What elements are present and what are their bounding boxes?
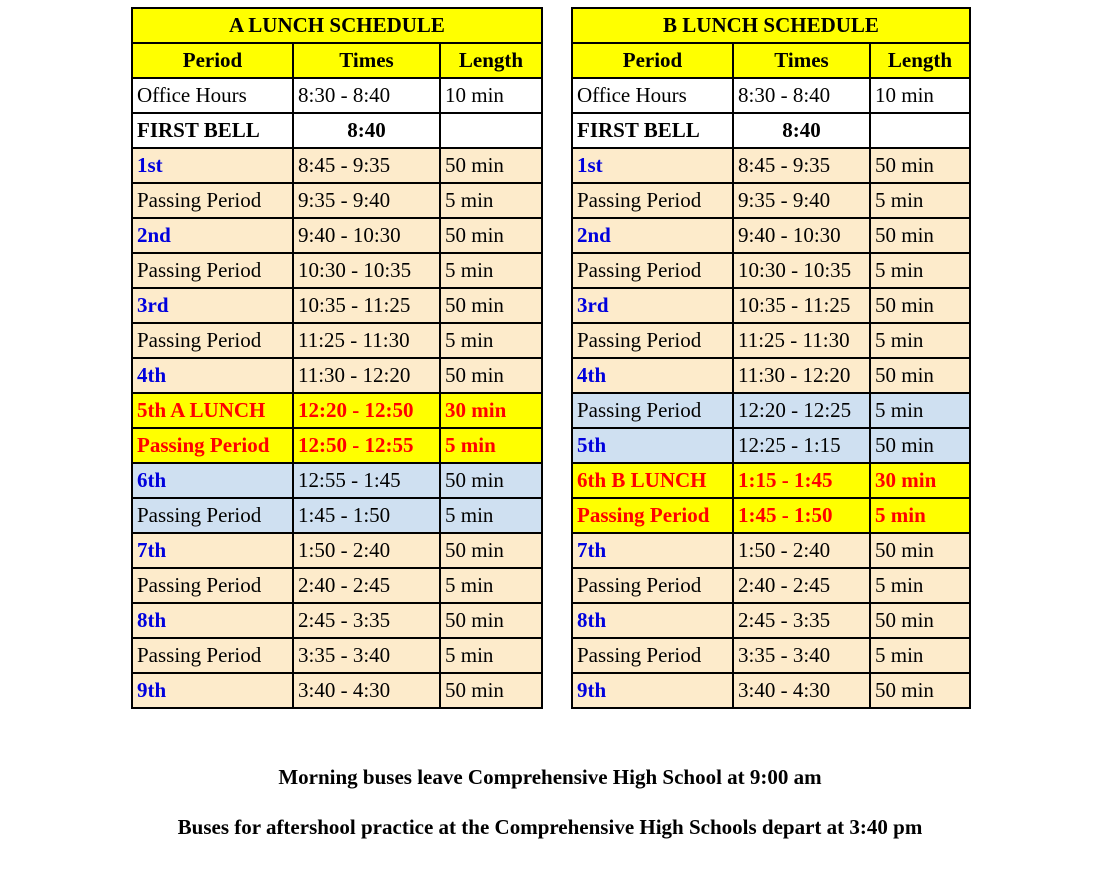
table-row xyxy=(132,358,542,393)
length-cell: 5 min xyxy=(440,183,542,218)
period-cell: 1st xyxy=(572,148,733,183)
period-cell: Passing Period xyxy=(132,253,293,288)
times-cell: 1:45 - 1:50 xyxy=(293,498,440,533)
period-cell: 4th xyxy=(572,358,733,393)
times-cell: 11:30 - 12:20 xyxy=(733,358,870,393)
length-cell: 5 min xyxy=(870,393,970,428)
length-cell: 50 min xyxy=(870,148,970,183)
period-cell: FIRST BELL xyxy=(572,113,733,148)
length-cell: 30 min xyxy=(440,393,542,428)
times-cell: 9:35 - 9:40 xyxy=(733,183,870,218)
length-cell: 50 min xyxy=(870,533,970,568)
times-cell: 2:40 - 2:45 xyxy=(293,568,440,603)
column-header-length: Length xyxy=(870,43,970,78)
times-cell: 11:30 - 12:20 xyxy=(293,358,440,393)
table-row xyxy=(572,113,970,148)
table-row xyxy=(132,638,542,673)
period-cell: 5th A LUNCH xyxy=(132,393,293,428)
period-cell: 1st xyxy=(132,148,293,183)
length-cell: 50 min xyxy=(440,148,542,183)
lunch-row xyxy=(572,463,970,498)
period-cell: 9th xyxy=(572,673,733,708)
times-cell: 8:45 - 9:35 xyxy=(733,148,870,183)
times-cell: 9:40 - 10:30 xyxy=(293,218,440,253)
length-cell: 50 min xyxy=(440,218,542,253)
length-cell: 5 min xyxy=(440,428,542,463)
period-cell: Passing Period xyxy=(132,498,293,533)
length-cell: 5 min xyxy=(440,253,542,288)
period-cell: Passing Period xyxy=(132,183,293,218)
times-cell: 2:45 - 3:35 xyxy=(733,603,870,638)
length-cell: 50 min xyxy=(440,533,542,568)
period-cell: Passing Period xyxy=(572,323,733,358)
table-row xyxy=(572,568,970,603)
period-cell: 6th xyxy=(132,463,293,498)
length-cell xyxy=(870,113,970,148)
length-cell: 50 min xyxy=(440,603,542,638)
times-cell: 1:15 - 1:45 xyxy=(733,463,870,498)
times-cell: 11:25 - 11:30 xyxy=(733,323,870,358)
period-cell: 3rd xyxy=(132,288,293,323)
table-row xyxy=(132,533,542,568)
lunch-row xyxy=(132,428,542,463)
a-lunch-schedule-table xyxy=(131,7,543,709)
times-cell: 12:25 - 1:15 xyxy=(733,428,870,463)
period-cell: Passing Period xyxy=(132,568,293,603)
times-cell: 12:55 - 1:45 xyxy=(293,463,440,498)
table-row xyxy=(132,463,542,498)
times-cell: 10:35 - 11:25 xyxy=(293,288,440,323)
times-cell: 3:40 - 4:30 xyxy=(733,673,870,708)
length-cell: 30 min xyxy=(870,463,970,498)
table-row xyxy=(572,428,970,463)
table-row xyxy=(572,78,970,113)
times-cell: 10:35 - 11:25 xyxy=(733,288,870,323)
header-row xyxy=(132,43,542,78)
table-row xyxy=(572,323,970,358)
length-cell: 5 min xyxy=(440,638,542,673)
period-cell: FIRST BELL xyxy=(132,113,293,148)
times-cell: 3:35 - 3:40 xyxy=(733,638,870,673)
table-row xyxy=(132,568,542,603)
times-cell: 12:20 - 12:50 xyxy=(293,393,440,428)
table-row xyxy=(132,323,542,358)
times-cell: 1:45 - 1:50 xyxy=(733,498,870,533)
column-header-times: Times xyxy=(733,43,870,78)
period-cell: Office Hours xyxy=(572,78,733,113)
length-cell: 5 min xyxy=(870,183,970,218)
times-cell: 12:20 - 12:25 xyxy=(733,393,870,428)
period-cell: Passing Period xyxy=(572,568,733,603)
times-cell: 10:30 - 10:35 xyxy=(733,253,870,288)
length-cell: 5 min xyxy=(440,568,542,603)
table-row xyxy=(572,638,970,673)
table-title-row xyxy=(132,8,542,43)
table-row xyxy=(572,148,970,183)
length-cell: 5 min xyxy=(870,253,970,288)
length-cell: 5 min xyxy=(870,568,970,603)
length-cell: 50 min xyxy=(870,288,970,323)
length-cell: 50 min xyxy=(440,358,542,393)
table-title-row xyxy=(572,8,970,43)
period-cell: 5th xyxy=(572,428,733,463)
times-cell: 2:45 - 3:35 xyxy=(293,603,440,638)
times-cell: 9:35 - 9:40 xyxy=(293,183,440,218)
period-cell: 3rd xyxy=(572,288,733,323)
length-cell: 5 min xyxy=(870,323,970,358)
b-lunch-schedule-table xyxy=(571,7,971,709)
column-header-period: Period xyxy=(572,43,733,78)
table-row xyxy=(572,218,970,253)
column-header-length: Length xyxy=(440,43,542,78)
afterschool-bus-note: Buses for aftershool practice at the Comprehensive High Schools depart at 3:40 pm xyxy=(177,815,923,839)
table-row xyxy=(132,218,542,253)
period-cell: 6th B LUNCH xyxy=(572,463,733,498)
times-cell: 2:40 - 2:45 xyxy=(733,568,870,603)
table-row xyxy=(572,183,970,218)
table-title: B LUNCH SCHEDULE xyxy=(572,8,970,43)
length-cell xyxy=(440,113,542,148)
times-cell: 8:40 xyxy=(733,113,870,148)
length-cell: 50 min xyxy=(870,218,970,253)
period-cell: 9th xyxy=(132,673,293,708)
table-row xyxy=(132,183,542,218)
period-cell: Passing Period xyxy=(572,498,733,533)
period-cell: Passing Period xyxy=(572,638,733,673)
times-cell: 8:30 - 8:40 xyxy=(293,78,440,113)
period-cell: 2nd xyxy=(132,218,293,253)
length-cell: 5 min xyxy=(870,498,970,533)
lunch-row xyxy=(132,393,542,428)
morning-bus-note: Morning buses leave Comprehensive High School at 9:00 am xyxy=(278,765,822,789)
table-row xyxy=(132,498,542,533)
length-cell: 5 min xyxy=(870,638,970,673)
times-cell: 3:40 - 4:30 xyxy=(293,673,440,708)
table-row xyxy=(572,673,970,708)
table-row xyxy=(132,603,542,638)
period-cell: 7th xyxy=(572,533,733,568)
period-cell: Passing Period xyxy=(132,428,293,463)
length-cell: 50 min xyxy=(870,603,970,638)
period-cell: Passing Period xyxy=(132,638,293,673)
length-cell: 50 min xyxy=(440,288,542,323)
period-cell: 8th xyxy=(132,603,293,638)
period-cell: Passing Period xyxy=(572,393,733,428)
length-cell: 5 min xyxy=(440,498,542,533)
table-row xyxy=(132,78,542,113)
column-header-times: Times xyxy=(293,43,440,78)
period-cell: 8th xyxy=(572,603,733,638)
times-cell: 10:30 - 10:35 xyxy=(293,253,440,288)
table-row xyxy=(132,148,542,183)
times-cell: 11:25 - 11:30 xyxy=(293,323,440,358)
length-cell: 50 min xyxy=(870,428,970,463)
times-cell: 8:40 xyxy=(293,113,440,148)
table-row xyxy=(132,288,542,323)
length-cell: 50 min xyxy=(870,358,970,393)
table-row xyxy=(132,113,542,148)
period-cell: Passing Period xyxy=(572,183,733,218)
times-cell: 3:35 - 3:40 xyxy=(293,638,440,673)
length-cell: 10 min xyxy=(870,78,970,113)
table-row xyxy=(572,393,970,428)
lunch-row xyxy=(572,498,970,533)
column-header-period: Period xyxy=(132,43,293,78)
times-cell: 8:30 - 8:40 xyxy=(733,78,870,113)
period-cell: Passing Period xyxy=(132,323,293,358)
table-row xyxy=(572,253,970,288)
table-row xyxy=(572,603,970,638)
header-row xyxy=(572,43,970,78)
table-title: A LUNCH SCHEDULE xyxy=(132,8,542,43)
table-row xyxy=(132,253,542,288)
times-cell: 9:40 - 10:30 xyxy=(733,218,870,253)
length-cell: 50 min xyxy=(870,673,970,708)
period-cell: Passing Period xyxy=(572,253,733,288)
times-cell: 1:50 - 2:40 xyxy=(293,533,440,568)
times-cell: 12:50 - 12:55 xyxy=(293,428,440,463)
length-cell: 5 min xyxy=(440,323,542,358)
table-row xyxy=(572,358,970,393)
length-cell: 10 min xyxy=(440,78,542,113)
table-row xyxy=(132,673,542,708)
times-cell: 8:45 - 9:35 xyxy=(293,148,440,183)
table-row xyxy=(572,533,970,568)
length-cell: 50 min xyxy=(440,463,542,498)
times-cell: 1:50 - 2:40 xyxy=(733,533,870,568)
period-cell: 4th xyxy=(132,358,293,393)
table-row xyxy=(572,288,970,323)
period-cell: 2nd xyxy=(572,218,733,253)
period-cell: Office Hours xyxy=(132,78,293,113)
length-cell: 50 min xyxy=(440,673,542,708)
period-cell: 7th xyxy=(132,533,293,568)
